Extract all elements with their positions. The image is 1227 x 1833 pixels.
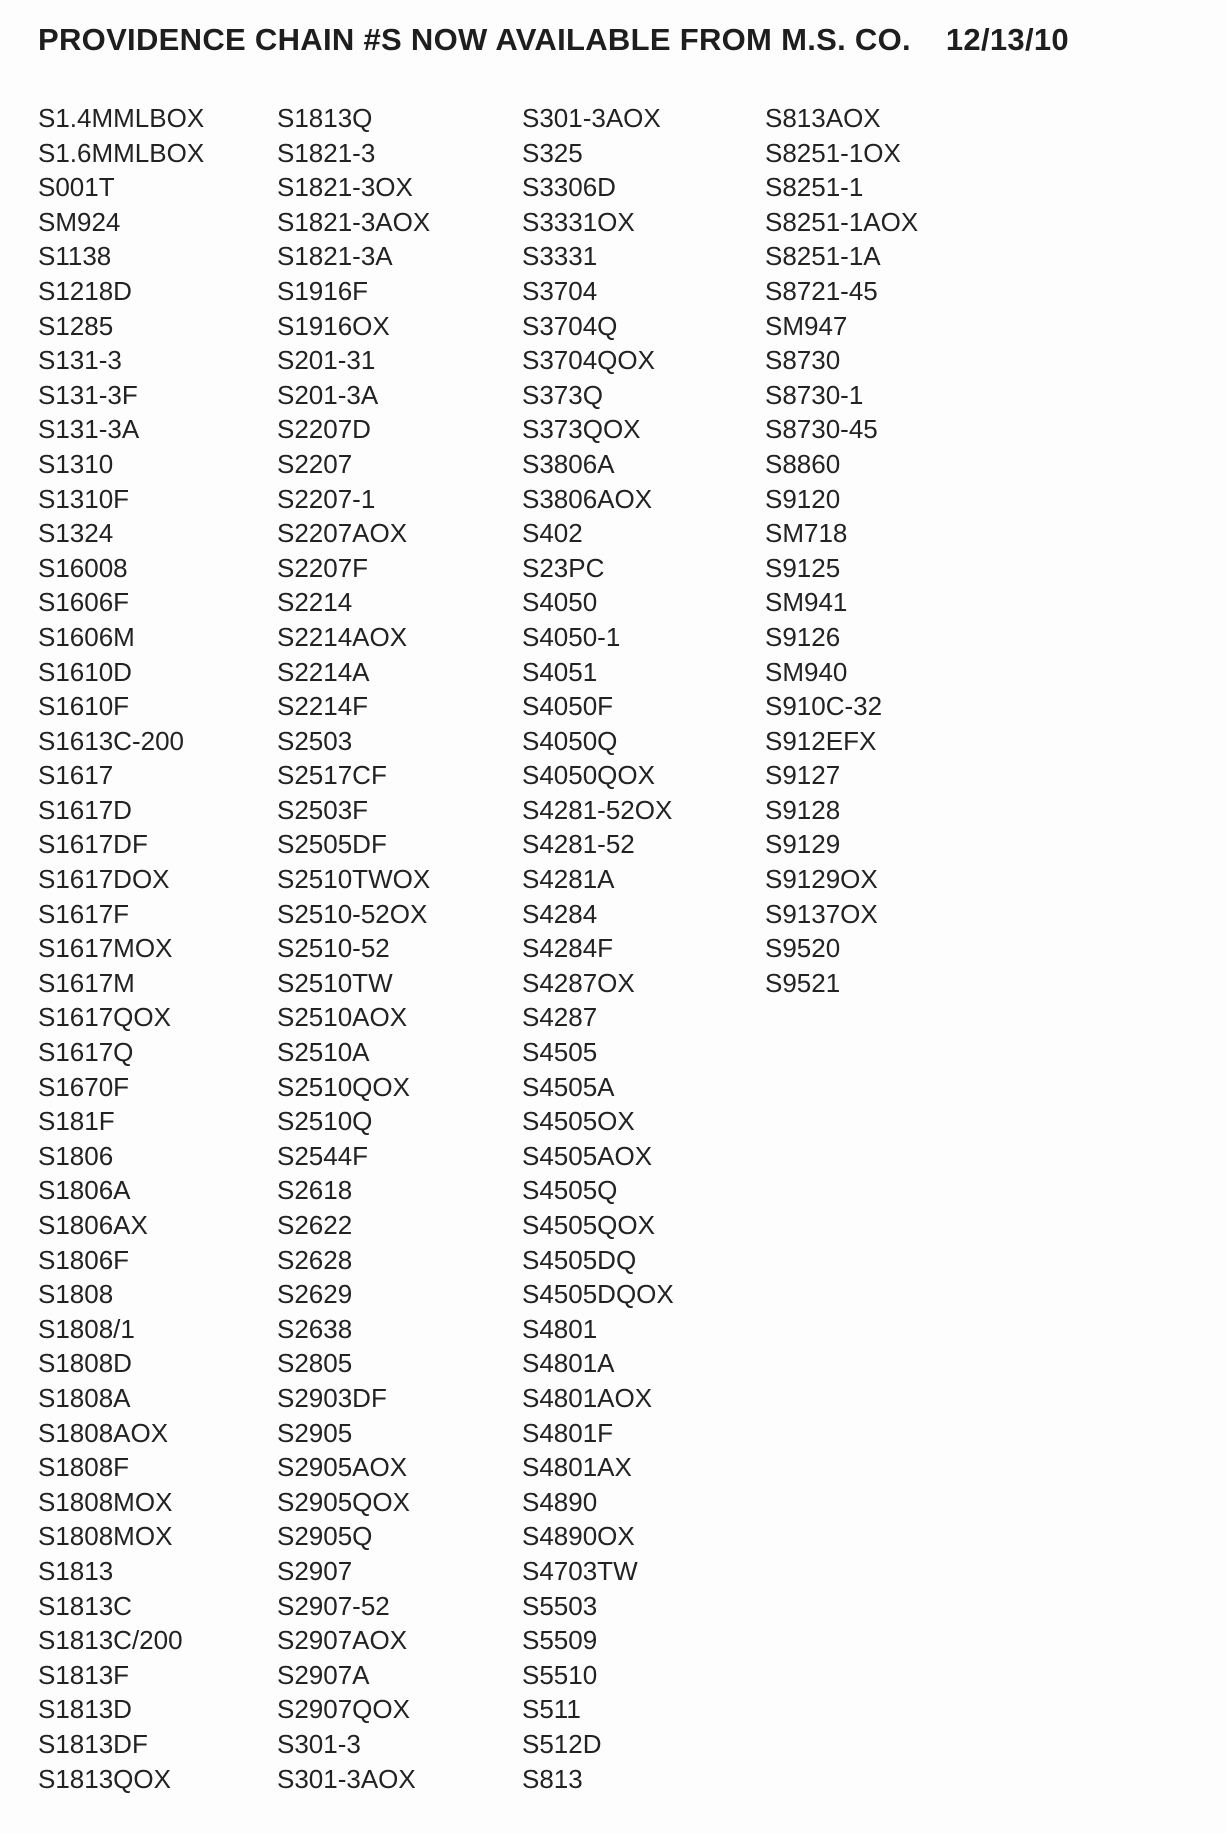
chain-number-item: S16008 [38, 552, 128, 583]
chain-number-item: S1821-3OX [277, 172, 413, 203]
chain-number-item: S4051 [522, 656, 598, 687]
chain-number-item: S1813DF [38, 1728, 148, 1759]
chain-number-item: S1617Q [38, 1037, 134, 1068]
chain-number-item: S1813Q [277, 103, 373, 133]
chain-number-item: S1808/1 [38, 1313, 135, 1344]
chain-number-item: S1813 [38, 1555, 114, 1586]
chain-number-columns [38, 101, 1188, 1821]
chain-number-item: S3306D [522, 172, 616, 203]
chain-number-item: S1617D [38, 794, 132, 825]
chain-number-item: S4801 [522, 1313, 598, 1344]
chain-number-item: S1324 [38, 518, 114, 549]
chain-number-item: S1808D [38, 1348, 132, 1379]
chain-number-item: S2510QOX [277, 1071, 410, 1102]
chain-number-item: S3806AOX [522, 483, 653, 514]
chain-number-item: S4801AX [522, 1452, 632, 1483]
chain-number-item: S4801A [522, 1348, 615, 1379]
chain-number-item: S1613C-200 [38, 725, 184, 756]
chain-number-item: S2517CF [277, 760, 387, 791]
chain-number-item: S3806A [522, 448, 615, 479]
chain-number-item: S1813F [38, 1659, 130, 1690]
chain-number-list [38, 101, 278, 1796]
chain-number-item: S813AOX [765, 103, 881, 133]
chain-number-item: S1813QOX [38, 1763, 171, 1794]
chain-number-item: S1617 [38, 760, 114, 791]
chain-number-item: S2207D [277, 414, 371, 445]
chain-number-item: S1617M [38, 967, 135, 998]
chain-number-item: S131-3A [38, 414, 140, 445]
chain-number-item: S1821-3A [277, 241, 393, 272]
column-4 [765, 101, 1005, 1000]
chain-number-item: S1617DOX [38, 864, 170, 895]
chain-number-item: S3704 [522, 275, 598, 306]
chain-number-item: S4505DQ [522, 1244, 637, 1275]
chain-number-item: S2905AOX [277, 1452, 408, 1483]
chain-number-item: S1808A [38, 1382, 131, 1413]
chain-number-item: S2214A [277, 656, 370, 687]
chain-number-item: S4505AOX [522, 1140, 653, 1171]
chain-number-item: S201-3A [277, 379, 379, 410]
chain-number-item: SM718 [765, 518, 848, 549]
chain-number-item: S2503 [277, 725, 353, 756]
chain-number-item: S3704QOX [522, 345, 655, 376]
page-header [38, 22, 1188, 66]
chain-number-item: S3331 [522, 241, 598, 272]
column-3 [522, 101, 762, 1796]
chain-number-item: S2907QOX [277, 1694, 410, 1725]
chain-number-item: S2510-52 [277, 933, 390, 964]
header-date: 12/13/10 [945, 22, 1069, 57]
chain-number-item: SM940 [765, 656, 848, 687]
chain-number-item: S2207F [277, 552, 369, 583]
chain-number-item: S9128 [765, 794, 841, 825]
chain-number-item: S813 [522, 1763, 583, 1794]
chain-number-item: S4050-1 [522, 621, 621, 652]
chain-number-item: S4890 [522, 1486, 598, 1517]
chain-number-item: S4284 [522, 898, 598, 929]
chain-number-item: S4281-52 [522, 829, 635, 860]
chain-number-item: S1617F [38, 898, 130, 929]
chain-number-item: S511 [522, 1694, 581, 1725]
chain-number-item: S373QOX [522, 414, 641, 445]
chain-number-item: S1617QOX [38, 1002, 171, 1033]
chain-number-item: S2907A [277, 1659, 370, 1690]
chain-number-item: S1.4MMLBOX [38, 103, 205, 133]
chain-number-item: S2638 [277, 1313, 353, 1344]
chain-number-item: S9137OX [765, 898, 878, 929]
chain-number-item: S301-3AOX [522, 103, 661, 133]
chain-number-item: S1808AOX [38, 1417, 169, 1448]
chain-number-item: S1806 [38, 1140, 114, 1171]
chain-number-item: S4505QOX [522, 1210, 655, 1240]
chain-number-item: S4505 [522, 1037, 598, 1068]
chain-number-item: S1808MOX [38, 1486, 173, 1517]
chain-number-item: S4505DQOX [522, 1279, 674, 1310]
chain-number-item: S2907 [277, 1555, 353, 1586]
chain-number-item: S9520 [765, 933, 841, 964]
chain-number-item: S4505A [522, 1071, 615, 1102]
chain-number-item: S2214 [277, 587, 353, 618]
chain-number-item: S4505OX [522, 1106, 635, 1137]
chain-number-item: S131-3 [38, 345, 122, 376]
chain-number-item: S4287OX [522, 967, 635, 998]
chain-number-item: S201-31 [277, 345, 376, 376]
chain-number-item: S2628 [277, 1244, 353, 1275]
chain-number-item: S1218D [38, 275, 132, 306]
chain-number-item: S8251-1A [765, 241, 881, 272]
chain-number-item: S1310F [38, 483, 130, 514]
chain-number-item: S1606M [38, 621, 135, 652]
chain-number-item: S8251-1AOX [765, 206, 919, 237]
chain-number-item: S2905QOX [277, 1486, 410, 1517]
chain-number-item: S373Q [522, 379, 603, 410]
chain-number-item: S2214AOX [277, 621, 408, 652]
chain-number-item: S1808 [38, 1279, 114, 1310]
chain-number-item: S4050Q [522, 725, 618, 756]
chain-number-item: S301-3AOX [277, 1763, 416, 1794]
chain-number-item: S131-3F [38, 379, 138, 410]
chain-number-list [277, 101, 517, 1796]
chain-number-list [765, 101, 1005, 1000]
chain-number-item: S1813C [38, 1590, 132, 1621]
chain-number-item: S2805 [277, 1348, 353, 1379]
chain-number-item: S1310 [38, 448, 114, 479]
chain-number-item: S2905Q [277, 1521, 373, 1552]
chain-number-item: S4801AOX [522, 1382, 653, 1413]
chain-number-item: S1813C/200 [38, 1625, 183, 1656]
chain-number-item: S2510Q [277, 1106, 373, 1137]
chain-number-item: S1821-3 [277, 137, 376, 168]
chain-number-item: S8730-45 [765, 414, 878, 445]
chain-number-item: SM947 [765, 310, 848, 341]
chain-number-item: S1610D [38, 656, 132, 687]
chain-number-item: S8251-1OX [765, 137, 901, 168]
chain-number-item: S325 [522, 137, 583, 168]
chain-number-item: S2905 [277, 1417, 353, 1448]
chain-number-item: S4703TW [522, 1555, 638, 1586]
chain-number-item: S1808F [38, 1452, 130, 1483]
chain-number-item: S3704Q [522, 310, 618, 341]
chain-number-item: S2214F [277, 691, 369, 722]
chain-number-item: S9127 [765, 760, 841, 791]
chain-number-item: S1916F [277, 275, 369, 306]
chain-number-item: S4281A [522, 864, 615, 895]
chain-number-item: S8721-45 [765, 275, 878, 306]
chain-number-item: S4281-52OX [522, 794, 673, 825]
chain-number-item: S3331OX [522, 206, 635, 237]
chain-number-item: S9120 [765, 483, 841, 514]
chain-number-item: S1617DF [38, 829, 148, 860]
chain-number-item: S2207 [277, 448, 353, 479]
chain-number-item: S1610F [38, 691, 130, 722]
chain-number-item: S1670F [38, 1071, 130, 1102]
chain-number-item: S9129OX [765, 864, 878, 895]
chain-number-item: S2903DF [277, 1382, 387, 1413]
chain-number-item: S301-3 [277, 1728, 361, 1759]
chain-number-item: S4284F [522, 933, 614, 964]
column-2 [277, 101, 517, 1796]
chain-number-item: S9125 [765, 552, 841, 583]
chain-number-item: S512D [522, 1728, 602, 1759]
chain-number-item: S2505DF [277, 829, 387, 860]
chain-number-item: S2510TWOX [277, 864, 431, 895]
chain-number-item: S2510TW [277, 967, 393, 998]
chain-number-item: S2207AOX [277, 518, 408, 549]
chain-number-item: S4050F [522, 691, 614, 722]
chain-number-item: S4890OX [522, 1521, 635, 1552]
chain-number-item: S1617MOX [38, 933, 173, 964]
chain-number-item: S2510AOX [277, 1002, 408, 1033]
chain-number-item: S2510A [277, 1037, 370, 1068]
chain-number-item: S1813D [38, 1694, 132, 1725]
chain-number-item: S1285 [38, 310, 114, 341]
chain-number-item: S1806A [38, 1175, 131, 1206]
chain-number-item: S2907AOX [277, 1625, 408, 1656]
chain-number-item: S5510 [522, 1659, 598, 1690]
chain-number-item: S5503 [522, 1590, 598, 1621]
chain-number-item: S1806AX [38, 1210, 148, 1240]
chain-number-item: S1.6MMLBOX [38, 137, 205, 168]
chain-number-list [522, 101, 762, 1796]
chain-number-item: S4287 [522, 1002, 598, 1033]
chain-number-item: S181F [38, 1106, 115, 1137]
chain-number-item: S2544F [277, 1140, 369, 1171]
chain-number-item: S4801F [522, 1417, 614, 1448]
chain-number-item: S1138 [38, 241, 112, 272]
chain-number-item: S9521 [765, 967, 841, 998]
chain-number-item: S2510-52OX [277, 898, 428, 929]
chain-number-item: S912EFX [765, 725, 877, 756]
chain-number-item: S2622 [277, 1210, 353, 1240]
chain-number-item: S9126 [765, 621, 841, 652]
chain-number-item: S1821-3AOX [277, 206, 431, 237]
chain-number-item: S4050QOX [522, 760, 655, 791]
page-title: PROVIDENCE CHAIN #S NOW AVAILABLE FROM M.S. CO. [38, 22, 911, 57]
chain-number-item: S910C-32 [765, 691, 883, 722]
chain-number-item: S4050 [522, 587, 598, 618]
chain-number-item: S8730 [765, 345, 841, 376]
chain-number-item: S2618 [277, 1175, 353, 1206]
chain-number-item: S8860 [765, 448, 841, 479]
chain-number-item: S2207-1 [277, 483, 376, 514]
chain-number-item: SM924 [38, 206, 121, 237]
column-1 [38, 101, 278, 1796]
chain-number-item: S1606F [38, 587, 130, 618]
chain-number-item: S23PC [522, 552, 605, 583]
chain-number-item: S4505Q [522, 1175, 618, 1206]
chain-number-item: S8730-1 [765, 379, 864, 410]
chain-number-item: S1916OX [277, 310, 390, 341]
chain-number-item: S2503F [277, 794, 369, 825]
chain-number-item: S001T [38, 172, 115, 203]
chain-number-item: S8251-1 [765, 172, 864, 203]
chain-number-item: S5509 [522, 1625, 598, 1656]
chain-number-item: SM941 [765, 587, 848, 618]
chain-number-item: S1808MOX [38, 1521, 173, 1552]
chain-number-item: S402 [522, 518, 583, 549]
chain-number-item: S2629 [277, 1279, 353, 1310]
chain-number-item: S2907-52 [277, 1590, 390, 1621]
chain-number-item: S9129 [765, 829, 841, 860]
chain-number-item: S1806F [38, 1244, 130, 1275]
